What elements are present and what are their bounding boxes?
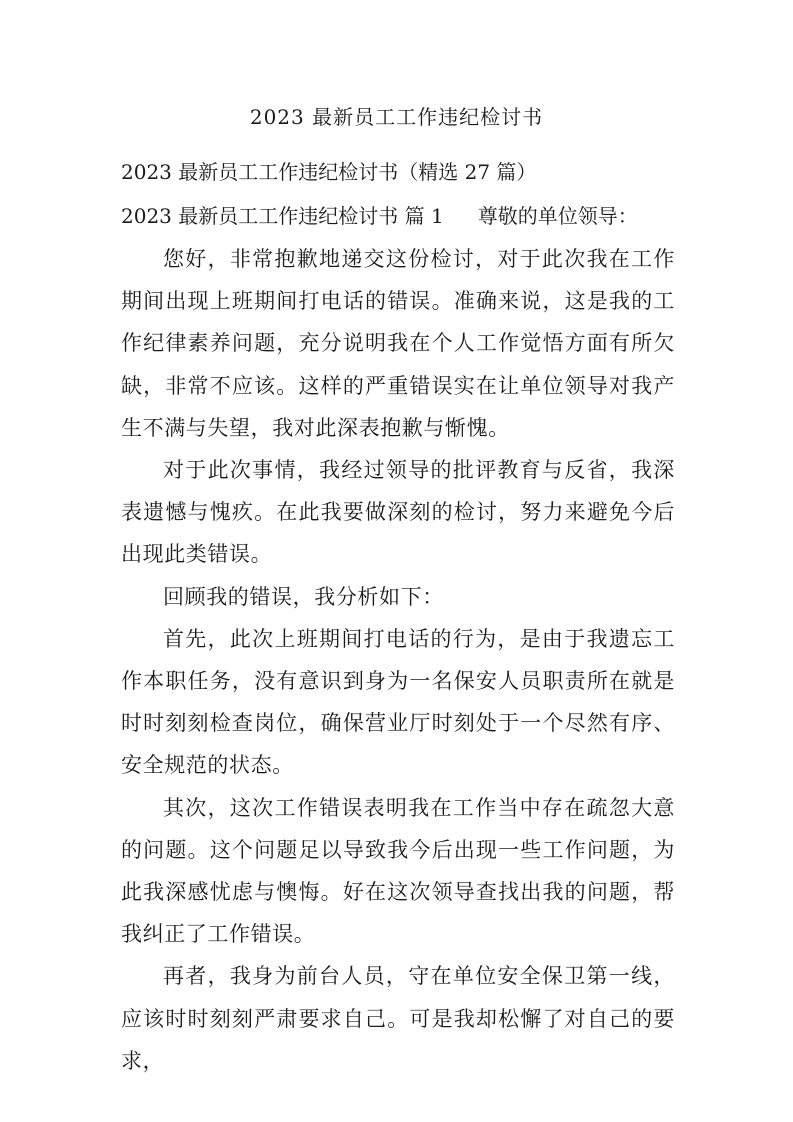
document-subtitle: 2023 最新员工工作违纪检讨书（精选 27 篇） bbox=[121, 160, 537, 184]
paragraph: 您好，非常抱歉地递交这份检讨，对于此次我在工作期间出现上班期间打电话的错误。准确来说，这是我的工作纪律素养问题，充分说明我在个人工作觉悟方面有所欠缺，非常不应该。这样的严重错误实在让单位领导对我产生不满与失望，我对此深表抱歉与惭愧。 bbox=[121, 247, 675, 440]
document-body bbox=[121, 238, 675, 1082]
section-heading: 2023 最新员工工作违纪检讨书 篇 1 bbox=[121, 204, 444, 228]
salutation: 尊敬的单位领导： bbox=[477, 204, 638, 228]
paragraph: 其次，这次工作错误表明我在工作当中存在疏忽大意的问题。这个问题足以导致我今后出现一些工作问题，为此我深感忧虑与懊悔。好在这次领导查找出我的问题，帮我纠正了工作错误。 bbox=[121, 795, 675, 947]
paragraph: 回顾我的错误，我分析如下： bbox=[163, 584, 444, 609]
paragraph: 首先，此次上班期间打电话的行为，是由于我遗忘工作本职任务，没有意识到身为一名保安人员职责所在就是时时刻刻检查岗位，确保营业厅时刻处于一个尽然有序、安全规范的状态。 bbox=[121, 626, 675, 778]
paragraph: 对于此次事情，我经过领导的批评教育与反省，我深表遗憾与愧疚。在此我要做深刻的检讨，努力来避免今后出现此类错误。 bbox=[121, 458, 675, 567]
document-title: 2023 最新员工工作违纪检讨书 bbox=[249, 105, 544, 129]
paragraph: 再者，我身为前台人员，守在单位安全保卫第一线，应该时时刻刻严肃要求自己。可是我却松懈了对自己的要求， bbox=[121, 964, 675, 1073]
section-heading-line bbox=[121, 201, 638, 231]
